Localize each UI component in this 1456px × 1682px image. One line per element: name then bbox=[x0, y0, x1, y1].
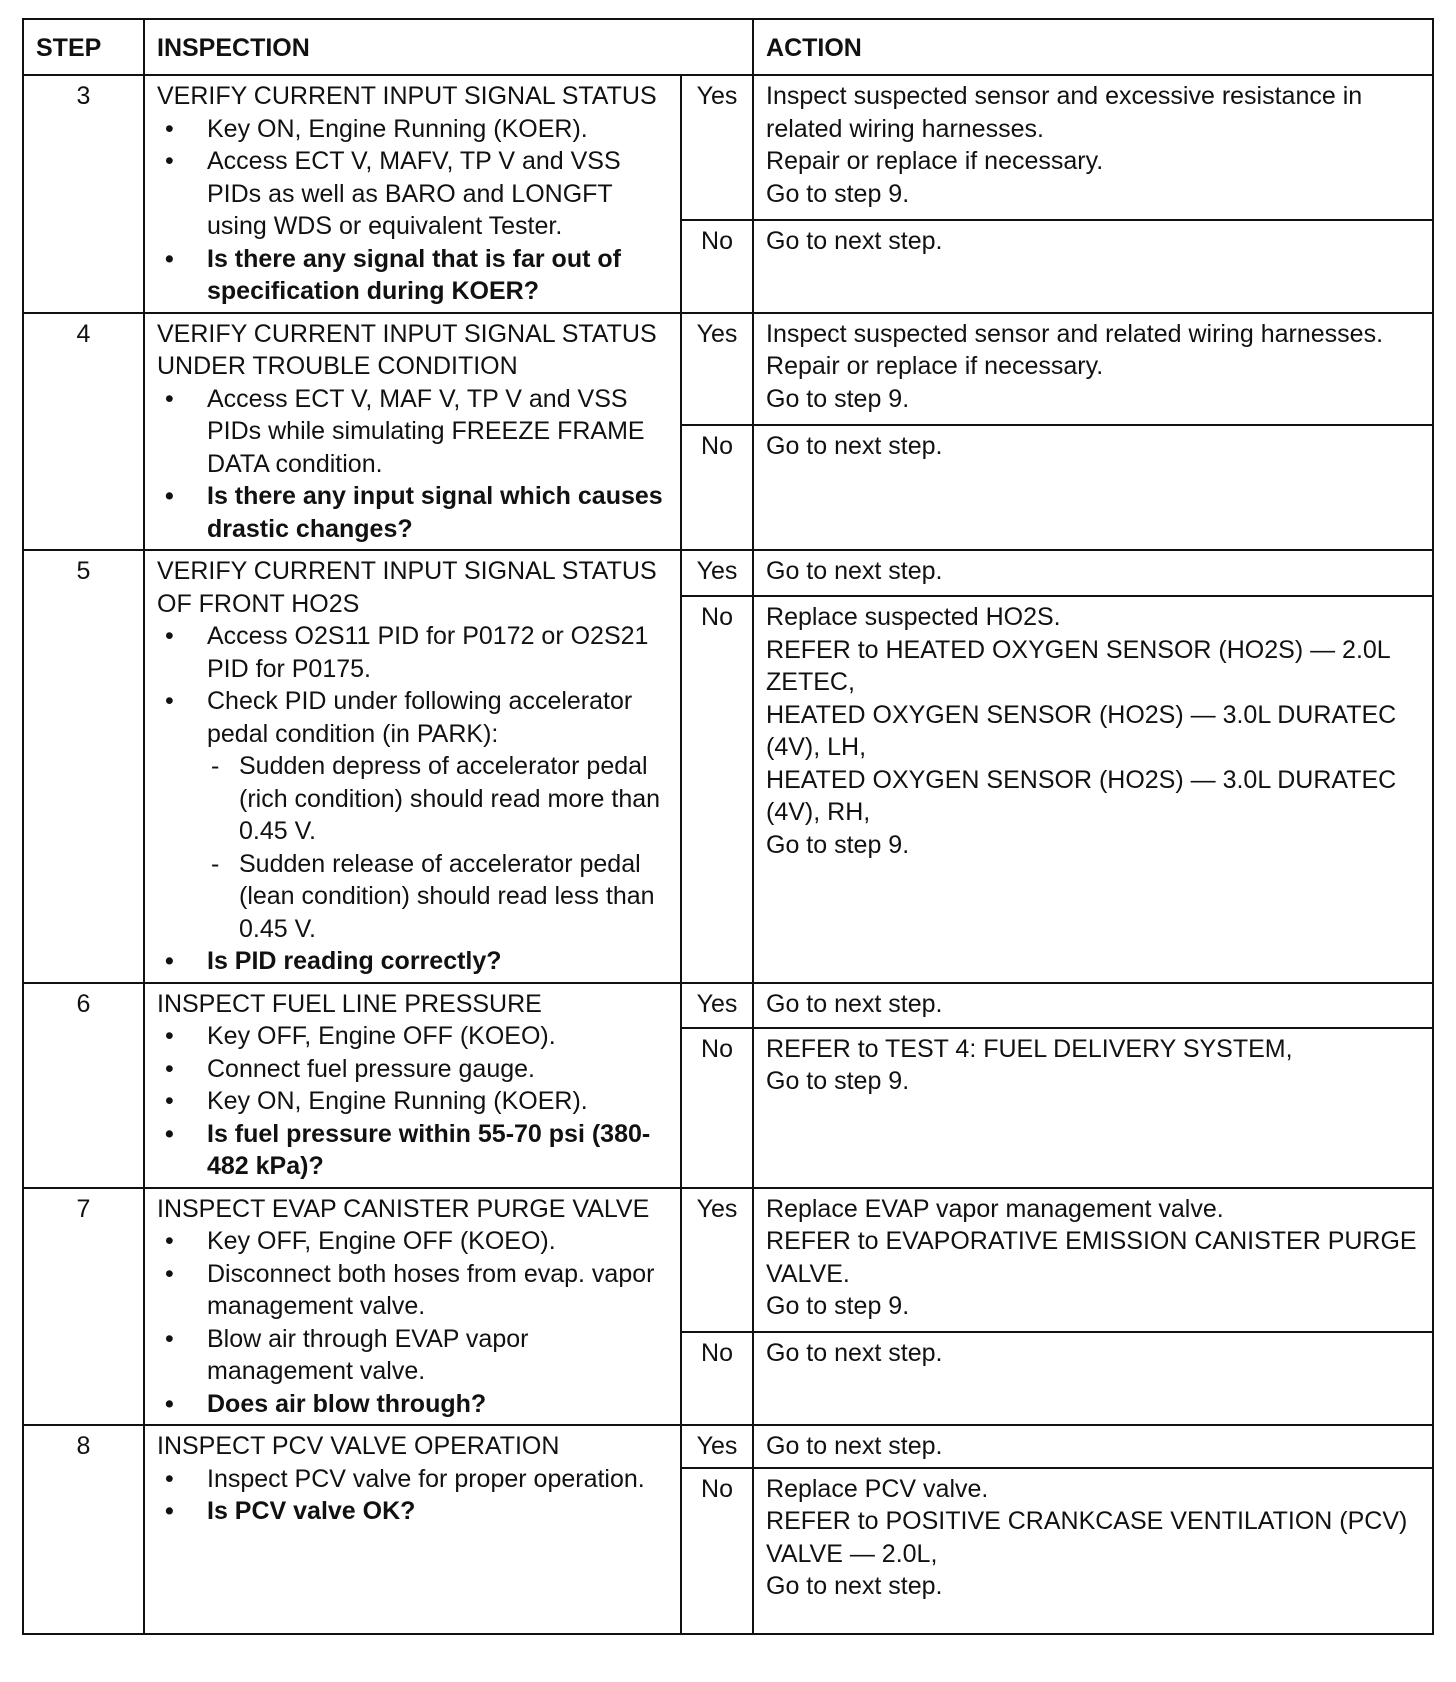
inspection-item: • Key ON, Engine Running (KOER). bbox=[157, 1085, 668, 1118]
no-label: No bbox=[681, 1028, 753, 1188]
action-line: Replace suspected HO2S. bbox=[766, 603, 1061, 632]
action-line: Go to step 9. bbox=[766, 830, 910, 859]
inspection-title: INSPECT FUEL LINE PRESSURE bbox=[157, 989, 542, 1018]
no-label: No bbox=[681, 1468, 753, 1634]
action-line: Repair or replace if necessary. bbox=[766, 147, 1104, 175]
yes-label: Yes bbox=[681, 550, 753, 596]
action-line: REFER to POSITIVE CRANKCASE VENTILATION (PCV) VALVE — 2.0L, bbox=[766, 1507, 1408, 1568]
step-row bbox=[23, 983, 1433, 1028]
step-number: 6 bbox=[23, 983, 144, 1188]
no-action bbox=[753, 220, 1433, 313]
action-line: Go to step 9. bbox=[766, 179, 910, 208]
inspection-item: • Blow air through EVAP vapor management valve. bbox=[157, 1323, 668, 1388]
step-row bbox=[23, 550, 1433, 596]
yes-action bbox=[753, 313, 1433, 425]
inspection-list bbox=[157, 1020, 668, 1183]
action-line: Go to step 9. bbox=[766, 1067, 910, 1096]
inspection-cell bbox=[144, 983, 681, 1188]
action-line: Go to next step. bbox=[766, 557, 943, 585]
step-header: STEP bbox=[23, 19, 144, 75]
action-line: Go to step 9. bbox=[766, 384, 910, 413]
yes-label: Yes bbox=[681, 983, 753, 1028]
inspection-list bbox=[157, 1463, 668, 1528]
step-number: 3 bbox=[23, 75, 144, 313]
inspection-cell bbox=[144, 550, 681, 983]
inspection-item: • Connect fuel pressure gauge. bbox=[157, 1053, 668, 1086]
inspection-question: • Does air blow through? bbox=[157, 1388, 668, 1421]
step-row bbox=[23, 75, 1433, 220]
inspection-title: INSPECT EVAP CANISTER PURGE VALVE bbox=[157, 1194, 650, 1223]
action-line: Replace PCV valve. bbox=[766, 1474, 989, 1503]
inspection-title: INSPECT PCV VALVE OPERATION bbox=[157, 1432, 560, 1460]
action-line: Inspect suspected sensor and excessive resistance in related wiring harnesses. bbox=[766, 82, 1363, 143]
diagnostic-table bbox=[22, 18, 1434, 1635]
action-line: REFER to EVAPORATIVE EMISSION CANISTER PURGE VALVE. bbox=[766, 1227, 1417, 1288]
no-action bbox=[753, 1028, 1433, 1188]
inspection-list bbox=[157, 383, 668, 546]
yes-label: Yes bbox=[681, 1188, 753, 1333]
inspection-title: VERIFY CURRENT INPUT SIGNAL STATUS UNDER TROUBLE CONDITION bbox=[157, 319, 657, 380]
action-header: ACTION bbox=[753, 19, 1433, 75]
inspection-title: VERIFY CURRENT INPUT SIGNAL STATUS OF FRONT HO2S bbox=[157, 557, 657, 618]
header-row bbox=[23, 19, 1433, 75]
no-action bbox=[753, 1468, 1433, 1634]
inspection-cell bbox=[144, 313, 681, 551]
no-action bbox=[753, 1332, 1433, 1425]
action-line: Replace EVAP vapor management valve. bbox=[766, 1194, 1224, 1223]
inspection-sublist bbox=[207, 750, 668, 945]
inspection-question: • Is PID reading correctly? bbox=[157, 945, 668, 978]
inspection-question: • Is fuel pressure within 55-70 psi (380-482 kPa)? bbox=[157, 1118, 668, 1183]
yes-label: Yes bbox=[681, 1425, 753, 1468]
step-row bbox=[23, 1188, 1433, 1333]
inspection-item bbox=[157, 685, 668, 945]
inspection-cell bbox=[144, 1188, 681, 1426]
action-line: HEATED OXYGEN SENSOR (HO2S) — 3.0L DURATEC (4V), LH, bbox=[766, 700, 1397, 762]
action-line: Go to next step. bbox=[766, 431, 943, 460]
inspection-item-text: Check PID under following accelerator pedal condition (in PARK): bbox=[207, 687, 633, 748]
inspection-item: • Key OFF, Engine OFF (KOEO). bbox=[157, 1020, 668, 1053]
inspection-question: • Is there any input signal which causes drastic changes? bbox=[157, 480, 668, 545]
step-number: 4 bbox=[23, 313, 144, 551]
action-line: Inspect suspected sensor and related wiring harnesses. Repair or replace if necessary. bbox=[766, 319, 1384, 380]
action-line: Go to next step. bbox=[766, 1432, 943, 1460]
yes-action bbox=[753, 75, 1433, 220]
inspection-question: • Is there any signal that is far out of specification during KOER? bbox=[157, 243, 668, 308]
no-action bbox=[753, 596, 1433, 982]
inspection-subitem: - Sudden release of accelerator pedal (lean condition) should read less than 0.45 V. bbox=[207, 848, 668, 946]
action-line: Go to next step. bbox=[766, 1572, 943, 1600]
step-row bbox=[23, 1425, 1433, 1468]
inspection-item: • Access ECT V, MAF V, TP V and VSS PIDs while simulating FREEZE FRAME DATA condition. bbox=[157, 383, 668, 481]
inspection-item: • Key ON, Engine Running (KOER). bbox=[157, 113, 668, 146]
inspection-list bbox=[157, 113, 668, 308]
inspection-item: • Key OFF, Engine OFF (KOEO). bbox=[157, 1225, 668, 1258]
action-line: REFER to TEST 4: FUEL DELIVERY SYSTEM, bbox=[766, 1034, 1293, 1063]
inspection-cell bbox=[144, 1425, 681, 1634]
action-line: Go to step 9. bbox=[766, 1292, 910, 1320]
inspection-item: • Access ECT V, MAFV, TP V and VSS PIDs as well as BARO and LONGFT using WDS or equivalent Tester. bbox=[157, 145, 668, 243]
step-number: 8 bbox=[23, 1425, 144, 1634]
inspection-list bbox=[157, 1225, 668, 1420]
no-label: No bbox=[681, 1332, 753, 1425]
yes-label: Yes bbox=[681, 313, 753, 425]
action-line: REFER to HEATED OXYGEN SENSOR (HO2S) — 2.0L ZETEC, bbox=[766, 635, 1390, 697]
inspection-subitem: - Sudden depress of accelerator pedal (rich condition) should read more than 0.45 V. bbox=[207, 750, 668, 848]
inspection-item: • Access O2S11 PID for P0172 or O2S21 PID for P0175. bbox=[157, 620, 668, 685]
inspection-header: INSPECTION bbox=[144, 19, 753, 75]
step-row bbox=[23, 313, 1433, 425]
yes-action bbox=[753, 1425, 1433, 1468]
inspection-list bbox=[157, 620, 668, 978]
action-line: HEATED OXYGEN SENSOR (HO2S) — 3.0L DURATEC (4V), RH, bbox=[766, 765, 1397, 827]
step-number: 5 bbox=[23, 550, 144, 983]
yes-action bbox=[753, 1188, 1433, 1333]
action-line: Go to next step. bbox=[766, 989, 943, 1018]
yes-action bbox=[753, 550, 1433, 596]
step-number: 7 bbox=[23, 1188, 144, 1426]
inspection-title: VERIFY CURRENT INPUT SIGNAL STATUS bbox=[157, 82, 657, 110]
yes-action bbox=[753, 983, 1433, 1028]
action-line: Go to next step. bbox=[766, 226, 943, 255]
no-label: No bbox=[681, 425, 753, 550]
no-label: No bbox=[681, 220, 753, 313]
inspection-item: • Disconnect both hoses from evap. vapor management valve. bbox=[157, 1258, 668, 1323]
inspection-cell bbox=[144, 75, 681, 313]
diagnostic-page bbox=[22, 18, 1432, 1635]
no-action bbox=[753, 425, 1433, 550]
yes-label: Yes bbox=[681, 75, 753, 220]
inspection-item: • Inspect PCV valve for proper operation. bbox=[157, 1463, 668, 1496]
inspection-question: • Is PCV valve OK? bbox=[157, 1495, 668, 1528]
no-label: No bbox=[681, 596, 753, 982]
action-line: Go to next step. bbox=[766, 1339, 943, 1368]
